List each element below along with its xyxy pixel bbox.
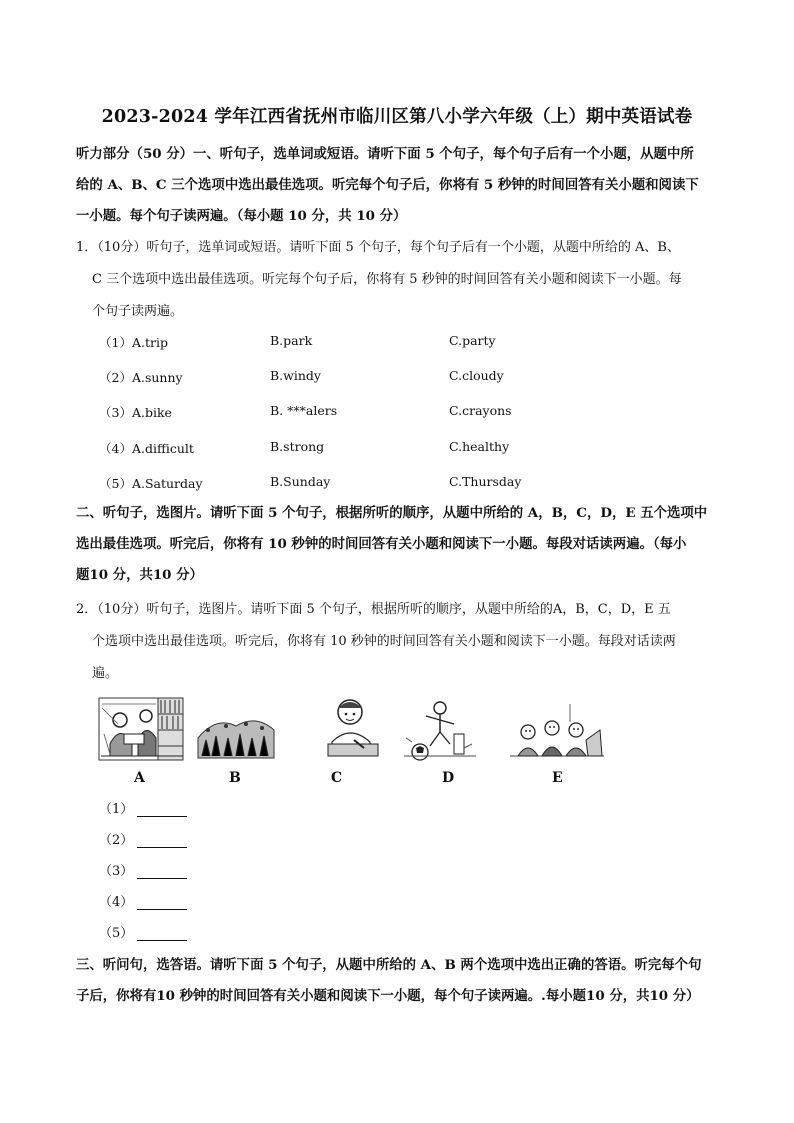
answer-blank[interactable] — [137, 897, 187, 910]
option-c[interactable]: C.cloudy — [449, 368, 504, 383]
option-c[interactable]: C.Thursday — [449, 474, 522, 489]
picture-e-group[interactable] — [508, 700, 606, 760]
option-b[interactable]: B.Sunday — [270, 474, 331, 489]
page-title: 2023-2024 学年江西省抚州市临川区第八小学六年级（上）期中英语试卷 — [101, 107, 693, 127]
answer-row — [99, 891, 187, 910]
section3-line: 子后，你将有10 秒钟的时间回答有关小题和阅读下一小题，每个句子读两遍。.每小题10 分，共10 分） — [76, 988, 700, 1004]
section3-line: 三、听问句，选答语。请听下面 5 个句子，从题中所给的 A、B 两个选项中选出正确的答语。听完每个句 — [76, 957, 702, 973]
section2-instructions — [76, 498, 724, 591]
picture-label-b: B — [229, 770, 241, 786]
question2-line: 遍。 — [92, 666, 119, 681]
picture-d-football[interactable] — [402, 698, 478, 766]
option-a[interactable]: （5）A.Saturday — [99, 476, 203, 491]
option-a[interactable]: （1）A.trip — [99, 335, 168, 350]
option-b[interactable]: B. ***alers — [270, 403, 338, 418]
question2-line: 个选项中选出最佳选项。听完后，你将有 10 秒钟的时间回答有关小题和阅读下一小题。每段对话读两 — [92, 634, 676, 649]
answer-row — [99, 860, 187, 879]
answer-blank[interactable] — [137, 835, 187, 848]
section2-line: 题10 分，共10 分） — [76, 567, 203, 583]
answer-row — [99, 922, 187, 941]
answer-number: （5） — [99, 926, 134, 941]
option-b[interactable]: B.park — [270, 333, 313, 348]
picture-c-boy-writing[interactable] — [324, 694, 380, 760]
section3-instructions — [76, 950, 724, 1012]
section2-line: 二、听句子，选图片。请听下面 5 个句子，根据所听的顺序，从题中所给的 A，B，C，D，E 五个选项中 — [76, 505, 708, 521]
question1-line: C 三个选项中选出最佳选项。听完每个句子后，你将有 5 秒钟的时间回答有关小题和阅读下一小题。每 — [92, 272, 682, 287]
section1-line: 一小题。每个句子读两遍。（每小题 10 分，共 10 分） — [76, 208, 407, 224]
picture-label-a: A — [134, 770, 145, 786]
section1-line: 听力部分（50 分）一、听句子，选单词或短语。请听下面 5 个句子，每个句子后有一个小题，从题中所 — [76, 146, 694, 162]
picture-a-reading[interactable] — [98, 694, 184, 762]
option-a[interactable]: （2）A.sunny — [99, 370, 183, 385]
answer-number: （4） — [99, 895, 134, 910]
question1-line: 1．（10分）听句子，选单词或短语。请听下面 5 个句子，每个句子后有一个小题，从题中所给的 A、B、 — [76, 240, 680, 255]
picture-options — [96, 694, 616, 794]
answer-blank[interactable] — [137, 866, 187, 879]
option-c[interactable]: C.healthy — [449, 439, 510, 454]
picture-label-c: C — [331, 770, 343, 786]
question1-prompt — [76, 232, 726, 328]
answer-blank[interactable] — [137, 804, 187, 817]
option-c[interactable]: C.crayons — [449, 403, 512, 418]
answer-number: （3） — [99, 864, 134, 879]
answer-number: （2） — [99, 833, 134, 848]
answer-row — [99, 829, 187, 848]
section2-line: 选出最佳选项。听完后，你将有 10 秒钟的时间回答有关小题和阅读下一小题。每段对话读两遍。（每小 — [76, 536, 687, 552]
option-b[interactable]: B.strong — [270, 439, 325, 454]
option-b[interactable]: B.windy — [270, 368, 321, 383]
section1-line: 给的 A、B、C 三个选项中选出最佳选项。听完每个句子后，你将有 5 秒钟的时间回答有关小题和阅读下 — [76, 177, 699, 193]
answer-number: （1） — [99, 802, 134, 817]
question2-prompt — [76, 594, 726, 690]
question2-line: 2．（10分）听句子，选图片。请听下面 5 个句子，根据所听的顺序，从题中所给的A，B，C，D，E 五 — [76, 602, 671, 617]
option-c[interactable]: C.party — [449, 333, 496, 348]
answer-blank[interactable] — [137, 928, 187, 941]
picture-b-landscape[interactable] — [196, 708, 276, 760]
section1-instructions — [76, 139, 724, 232]
answer-row — [99, 798, 187, 817]
option-a[interactable]: （4）A.difficult — [99, 441, 194, 456]
option-a[interactable]: （3）A.bike — [99, 405, 172, 420]
picture-label-e: E — [552, 770, 563, 786]
picture-label-d: D — [442, 770, 455, 786]
question1-line: 个句子读两遍。 — [92, 304, 184, 319]
